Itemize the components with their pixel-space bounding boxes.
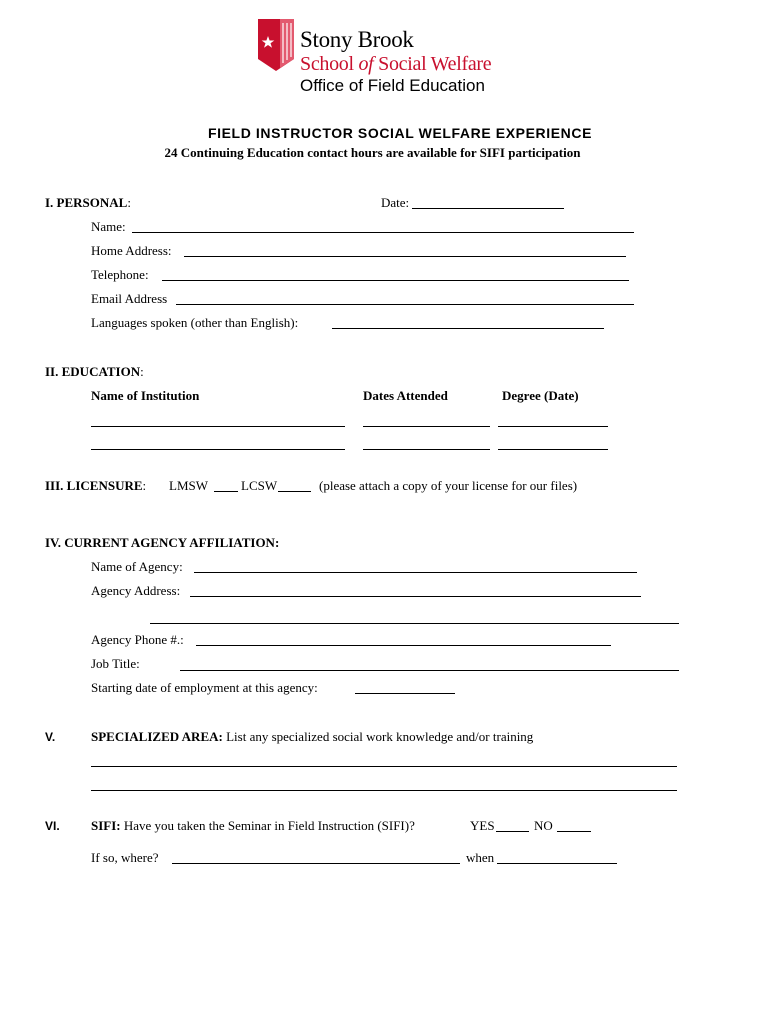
column-degree-header: Degree (Date) xyxy=(502,388,579,403)
section-personal-heading: I. PERSONAL: xyxy=(45,195,131,210)
section-education-heading: II. EDUCATION: xyxy=(45,364,144,379)
date-label: Date: xyxy=(381,195,410,210)
home-address-label: Home Address: xyxy=(91,243,172,258)
start-date-label: Starting date of employment at this agency: xyxy=(91,680,318,695)
agency-address-field-2[interactable] xyxy=(150,623,679,624)
languages-field[interactable] xyxy=(332,328,604,329)
sifi-yes-label: YES xyxy=(470,818,495,833)
sifi-where-field[interactable] xyxy=(172,863,460,864)
section-agency-heading: IV. CURRENT AGENCY AFFILIATION: xyxy=(45,535,280,550)
telephone-label: Telephone: xyxy=(91,267,149,282)
degree-field-2[interactable] xyxy=(498,449,608,450)
licensure-note: (please attach a copy of your license for our files) xyxy=(319,478,578,493)
column-dates-header: Dates Attended xyxy=(363,388,448,403)
sifi-no-label: NO xyxy=(534,818,553,833)
languages-label: Languages spoken (other than English): xyxy=(91,315,299,330)
stony-brook-shield-icon xyxy=(258,19,294,71)
lcsw-field[interactable] xyxy=(278,491,311,492)
lmsw-field[interactable] xyxy=(214,491,238,492)
agency-phone-field[interactable] xyxy=(196,645,611,646)
agency-phone-label: Agency Phone #.: xyxy=(91,632,184,647)
specialized-field-1[interactable] xyxy=(91,766,677,767)
dates-field-2[interactable] xyxy=(363,449,490,450)
degree-field-1[interactable] xyxy=(498,426,608,427)
date-field[interactable] xyxy=(412,208,564,209)
dates-field-1[interactable] xyxy=(363,426,490,427)
job-title-field[interactable] xyxy=(180,670,679,671)
logo-school-name: School of Social Welfare xyxy=(300,53,492,75)
email-label: Email Address xyxy=(91,291,168,306)
specialized-field-2[interactable] xyxy=(91,790,677,791)
column-institution-header: Name of Institution xyxy=(91,388,200,403)
logo-office-name: Office of Field Education xyxy=(300,76,485,95)
agency-address-label: Agency Address: xyxy=(91,583,181,598)
section-sifi-number: VI. xyxy=(45,819,60,833)
agency-address-field[interactable] xyxy=(190,596,641,597)
sifi-when-label: when xyxy=(466,850,495,865)
sifi-where-label: If so, where? xyxy=(91,850,159,865)
sifi-when-field[interactable] xyxy=(497,863,617,864)
job-title-label: Job Title: xyxy=(91,656,140,671)
name-field[interactable] xyxy=(132,232,634,233)
email-field[interactable] xyxy=(176,304,634,305)
lmsw-label: LMSW xyxy=(169,478,208,493)
agency-name-field[interactable] xyxy=(194,572,637,573)
section-sifi-heading: SIFI: Have you taken the Seminar in Field Instruction (SIFI)? xyxy=(91,818,415,833)
agency-name-label: Name of Agency: xyxy=(91,559,183,574)
section-licensure-heading: III. LICENSURE: xyxy=(45,478,147,493)
logo-university-name: Stony Brook xyxy=(300,27,414,52)
institution-field-1[interactable] xyxy=(91,426,345,427)
start-date-field[interactable] xyxy=(355,693,455,694)
home-address-field[interactable] xyxy=(184,256,626,257)
telephone-field[interactable] xyxy=(162,280,629,281)
form-subtitle: 24 Continuing Education contact hours are available for SIFI participation xyxy=(164,145,581,160)
sifi-no-field[interactable] xyxy=(557,831,591,832)
name-label: Name: xyxy=(91,219,126,234)
section-specialized-number: V. xyxy=(45,730,56,744)
lcsw-label: LCSW xyxy=(241,478,278,493)
section-specialized-heading: SPECIALIZED AREA: List any specialized social work knowledge and/or training xyxy=(91,729,534,744)
institution-field-2[interactable] xyxy=(91,449,345,450)
form-title: FIELD INSTRUCTOR SOCIAL WELFARE EXPERIENCE xyxy=(207,125,593,141)
sifi-yes-field[interactable] xyxy=(496,831,529,832)
